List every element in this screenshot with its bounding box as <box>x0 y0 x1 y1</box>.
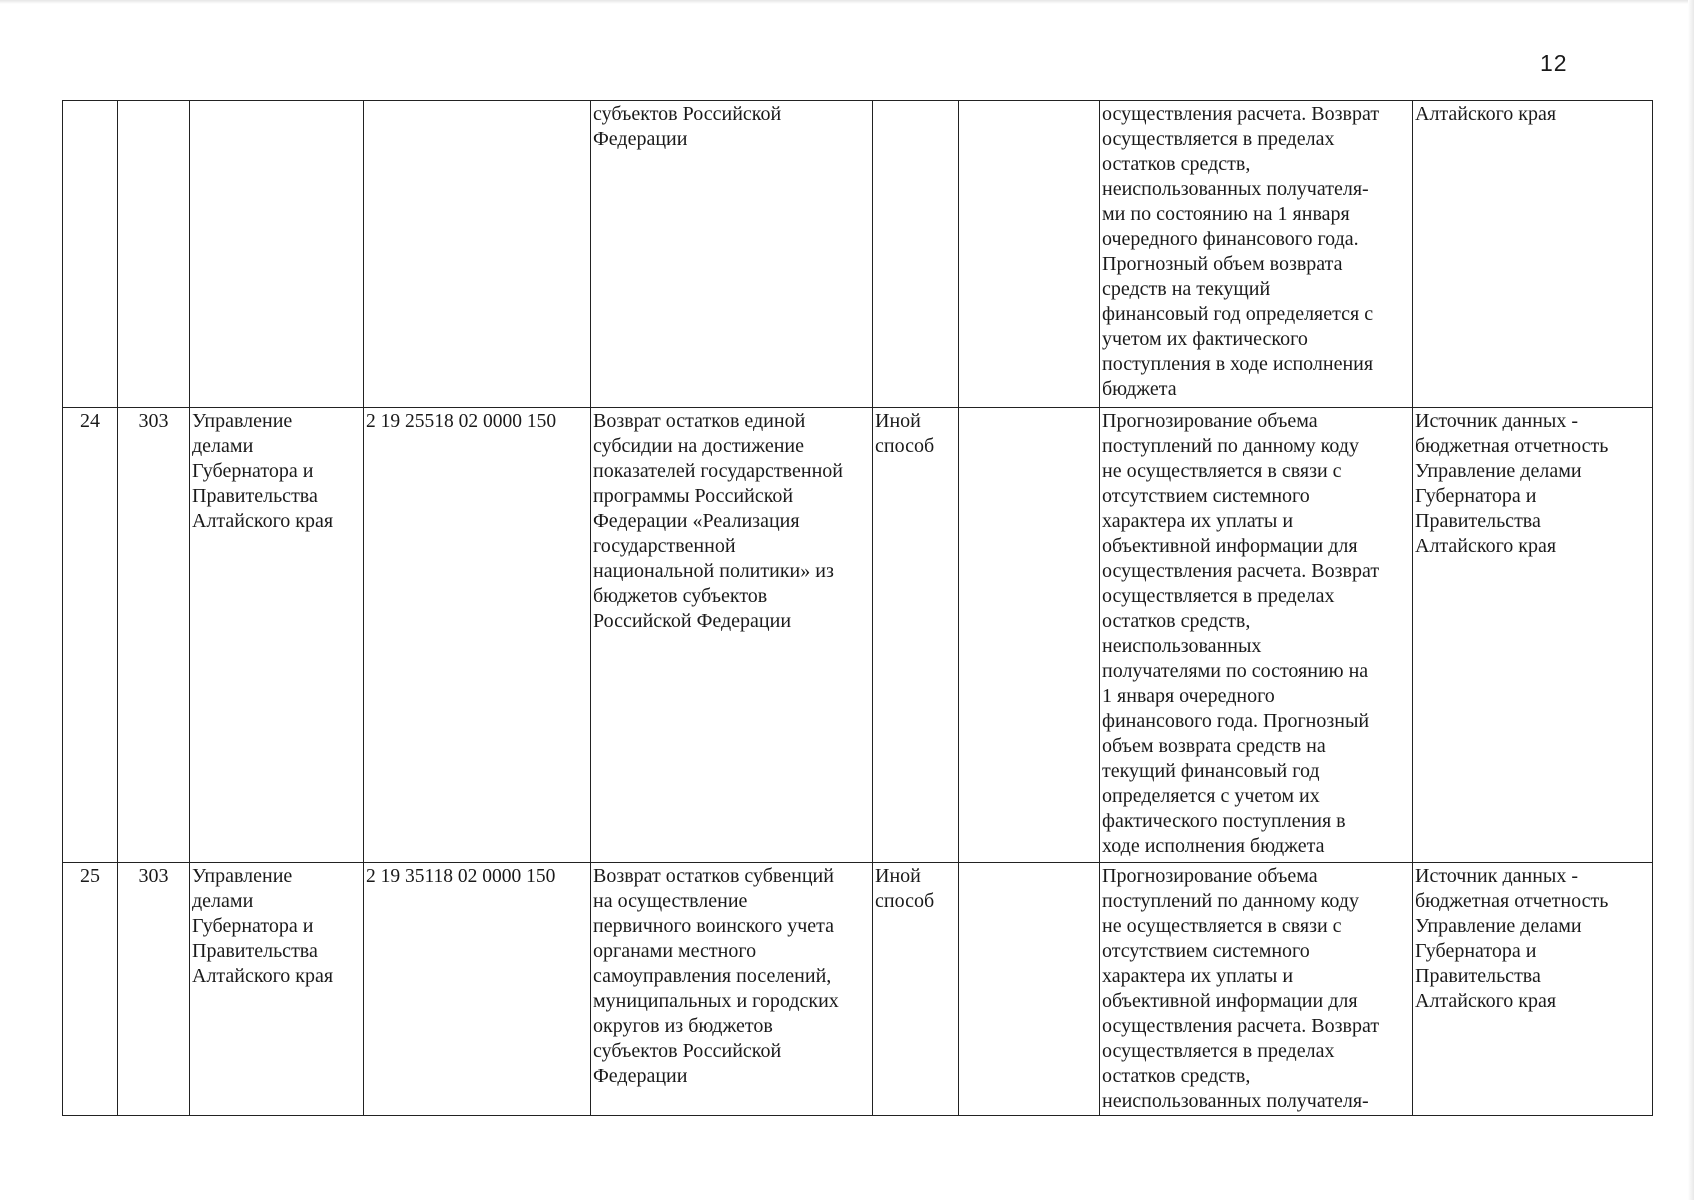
page-number: 12 <box>1540 50 1568 76</box>
scan-right-edge <box>1688 0 1694 1200</box>
cell-revenue-name <box>591 101 873 408</box>
revenue-name-text: субъектов Российской Федерации <box>593 103 782 150</box>
cell-source <box>1413 863 1653 1116</box>
cell-revenue-name <box>591 863 873 1116</box>
cell-row-number: 25 <box>63 863 118 1116</box>
cell-source <box>1413 101 1653 408</box>
cell-kbk <box>364 101 591 408</box>
cell-admin-code <box>118 101 190 408</box>
cell-source <box>1413 408 1653 863</box>
method-text: Иной способ <box>875 865 935 912</box>
revenue-name-text: Возврат остатков единой субсидии на достижение показателей государственной программы Российской Федерации «Реализация государственной национальной политики» из бюджетов субъектов Российской Федерации <box>593 410 843 632</box>
cell-formula <box>959 863 1100 1116</box>
admin-name-text: Управление делами Губернатора и Правительства Алтайского края <box>192 865 334 987</box>
table-row <box>63 408 1653 863</box>
cell-admin-name <box>190 408 364 863</box>
algorithm-text: осуществления расчета. Возврат осуществляется в пределах остатков средств, неиспользованных получателя- ми по состоянию на 1 января очередного финансового года. Прогнозный объем возврата средств на текущий финансовый год определяется с учетом их фактического поступления в ходе исполнения бюджета <box>1102 103 1380 400</box>
cell-kbk: 2 19 35118 02 0000 150 <box>364 863 591 1116</box>
cell-formula <box>959 101 1100 408</box>
cell-admin-code: 303 <box>118 863 190 1116</box>
algorithm-text: Прогнозирование объема поступлений по данному коду не осуществляется в связи с отсутствием системного характера их уплаты и объективной информации для осуществления расчета. Возврат осуществляется в пределах остатков средств, неиспользованных получателя- <box>1102 865 1380 1112</box>
source-text: Алтайского края <box>1415 103 1557 125</box>
table-row <box>63 863 1653 1116</box>
scan-top-edge <box>0 0 1694 4</box>
cell-algorithm <box>1100 101 1413 408</box>
cell-formula <box>959 408 1100 863</box>
cell-revenue-name <box>591 408 873 863</box>
revenue-name-text: Возврат остатков субвенций на осуществление первичного воинского учета органами местного самоуправления поселений, муниципальных и городских округов из бюджетов субъектов Российской Федерации <box>593 865 839 1087</box>
cell-kbk: 2 19 25518 02 0000 150 <box>364 408 591 863</box>
cell-method <box>873 863 959 1116</box>
method-text: Иной способ <box>875 410 935 457</box>
cell-method <box>873 101 959 408</box>
cell-admin-name <box>190 101 364 408</box>
cell-admin-code: 303 <box>118 408 190 863</box>
algorithm-text: Прогнозирование объема поступлений по данному коду не осуществляется в связи с отсутствием системного характера их уплаты и объективной информации для осуществления расчета. Возврат осуществляется в пределах остатков средств, неиспользованных получателями по состоянию на 1 января очередного финансового года. Прогнозный объем возврата средств на текущий финансовый год определяется с учетом их фактического поступления в ходе исполнения бюджета <box>1102 410 1380 857</box>
source-text: Источник данных - бюджетная отчетность Управление делами Губернатора и Правительства Алтайского края <box>1415 865 1609 1012</box>
cell-row-number <box>63 101 118 408</box>
admin-name-text: Управление делами Губернатора и Правительства Алтайского края <box>192 410 334 532</box>
cell-admin-name <box>190 863 364 1116</box>
cell-algorithm <box>1100 863 1413 1116</box>
cell-method <box>873 408 959 863</box>
revenue-forecast-table <box>62 100 1653 1116</box>
cell-algorithm <box>1100 408 1413 863</box>
source-text: Источник данных - бюджетная отчетность Управление делами Губернатора и Правительства Алтайского края <box>1415 410 1609 557</box>
table-row <box>63 101 1653 408</box>
cell-row-number: 24 <box>63 408 118 863</box>
